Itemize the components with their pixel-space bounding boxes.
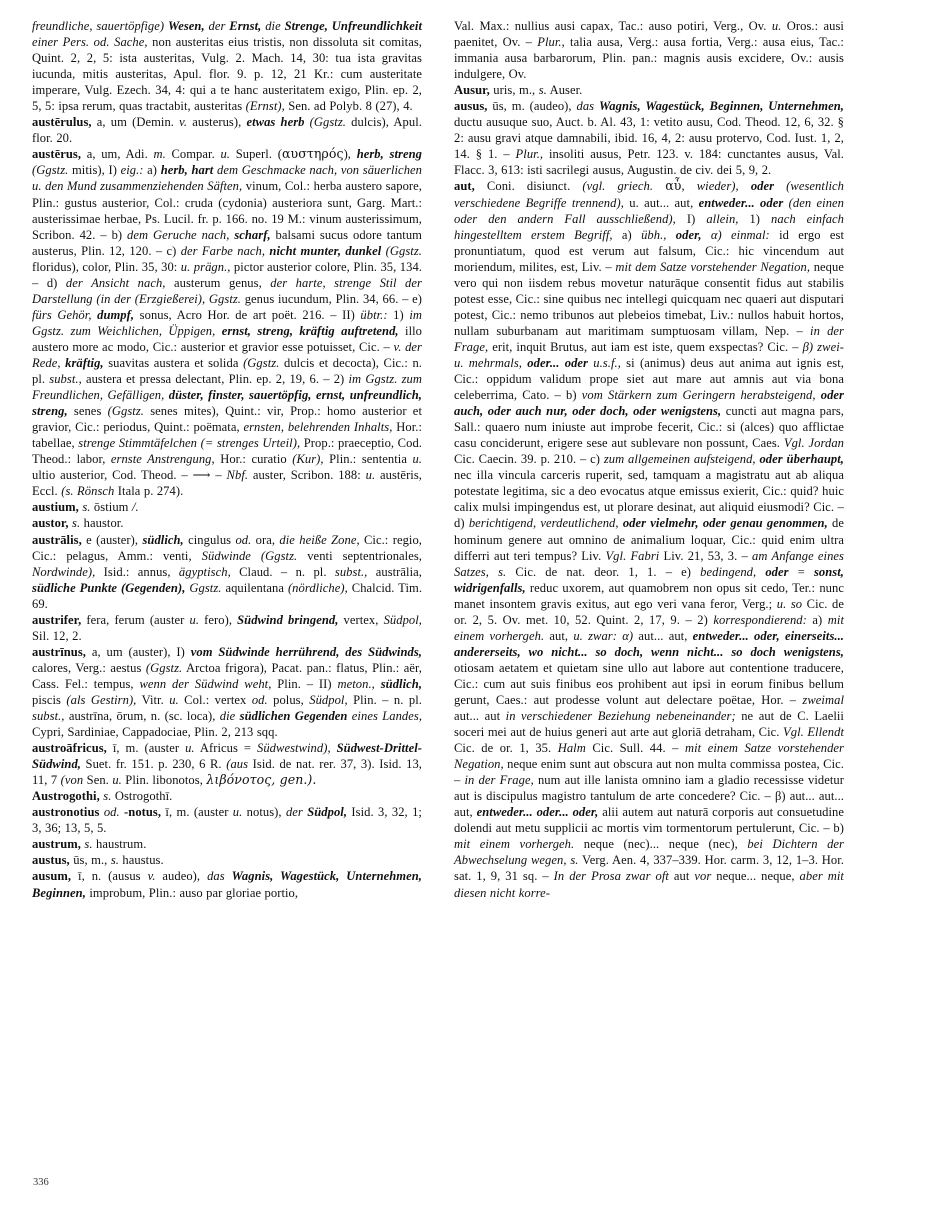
- dictionary-entry-austeritas-cont: freundliche, sauertöpfige) Wesen, der Ernst, die Strenge, Unfreundlichkeit einer Pers. od. Sache, non austeritas eius tristis, non dissoluta sit comitas, Quint. 2, 2, 5: ista austeritas, Vulg. 2. Mach. 14, 30: tua ista gravitas iucunda, mitis austeritas, Apul. flor. 9. p. 12, 21 Kr.: cum austeritate imperare, Vulg. Ezech. 34, 4: qui a te hanc austeritatem exigo, Plin. ep. 2, 5, 5: ipsa rerum, quas tractabit, austeritas (Ernst), Sen. ad Polyb. 8 (27), 4.: [32, 19, 423, 114]
- dictionary-entry-austium: austium, s. ōstium /.: [32, 500, 139, 515]
- dictionary-entry-austerus: austērus, a, um, Adi. m. Compar. u. Superl. (αυστηρός), herb, streng (Ggstz. mitis), I) eig.: a) herb, hart dem Geschmacke nach, von säuerlichen u. den Mund zusammenziehenden Säften, vinum, Col.: herba austero sapore, Plin.: gustus austerior, Col.: cruda (cydonia) austeriora sunt, Garg. Mart.: austerissimae herbae, Ps. Lucil. fr. p. 166. no. 19 M.: vinum austerissimum, Scribon. 42. – b) dem Geruche nach, scharf, balsami sucus odore tantum austerus, Plin. 12, 120. – c) der Farbe nach, nicht munter, dunkel (Ggstz. floridus), color, Plin. 35, 30: u. prägn., pictor austerior colore, Plin. 35, 134. – d) der Ansicht nach, austerum genus, der harte, strenge Stil der Darstellung (in der (Erzgießerei), Ggstz. genus iucundum, Plin. 34, 66. – e) fürs Gehör, dumpf, sonus, Acro Hor. de art poët. 216. – II) übtr.: 1) im Ggstz. zum Weichlichen, Üppigen, ernst, streng, kräftig auftretend, illo austero more ac modo, Cic.: austerior et gravior esse potuisset, Cic. – v. der Rede, kräftig, suavitas austera et solida (Ggstz. dulcis et decocta), Cic.: n. pl. subst., austera et pressa delectant, Plin. ep. 2, 19, 6. – 2) im Ggstz. zum Freundlichen, Gefälligen, düster, finster, sauertöpfig, ernst, unfreundlich, streng, senes (Ggstz. senes mites), Quint.: vir, Prop.: homo austerior et gravior, Cic.: periodus, Quint.: poëmata, ernsten, belehrenden Inhalts, Hor.: tabellae, strenge Stimmtäfelchen (= strenges Urteil), Prop.: praeceptio, Cod. Theod.: labor, ernste Anstrengung, Hor.: curatio (Kur), Plin.: sententia u. ultio austerior, Cod. Theod. – ⟶ – Nbf. auster, Scribon. 188: u. austēris, Eccl. (s. Rönsch Itala p. 274).: [32, 146, 423, 499]
- two-column-text-body: [32, 18, 904, 1150]
- dictionary-entry-austrogothi: Austrogothi, s. Ostrogothī.: [32, 789, 173, 804]
- left-text-column: [32, 18, 422, 901]
- dictionary-entry-austor: austor, s. haustor.: [32, 516, 124, 531]
- dictionary-entry-australis: austrālis, e (auster), südlich, cingulus od. ora, die heiße Zone, Cic.: regio, Cic.: pelagus, Amm.: venti, Südwinde (Ggstz. venti septentrionales, Nordwinde), Isid.: annus, ägyptisch, Claud. – n. pl. subst., austrālia, südliche Punkte (Gegenden), Ggstz. aquilentana (nördliche), Chalcid. Tim. 69.: [32, 532, 423, 611]
- dictionary-entry-austus: austus, ūs, m., s. haustus.: [32, 853, 164, 868]
- dictionary-entry-aut: aut, Coni. disiunct. (vgl. griech. αὖ, wieder), oder (wesentlich verschiedene Begriffe trennend), u. aut... aut, entweder... oder (den einen oder den andern Fall ausschließend), I) allein, 1) nach einfach hingestelltem erstem Begriff, a) übh., oder, α) einmal: id ergo est pronuntiatum, quod est verum aut falsum, Cic.: hic vincendum aut moriendum, milites, est, Liv. – mit dem Satze vorstehender Negation, neque vero qui non iisdem rebus movetur naturāque consentit fidus aut stabilis potest esse, Cic.: sine quibus nec intellegi quicquam nec quaeri aut disputari potest, Cic.: nemo tribunos aut plebeios timebat, Liv.: nullos habuit hortos, nullam suburbanam aut maritimam sumptuosam villam, Nep. – in der Frage, erit, inquit Brutus, aut iam est iste, quem exspectas? Cic. – β) zwei- u. mehrmals, oder... oder u.s.f., si (animus) deus aut anima aut ignis est, Cic.: oppidum validum prope siet aut mare aut amnis aut via bona celeberrima, Cato. – b) vom Stärkern zum Geringern herabsteigend, oder auch, oder auch nur, oder doch, oder wenigstens, cuncti aut magna pars, Sall.: quaero num iniuste aut improbe fecerit, Cic.: si (alces) quo afflictae casu conciderunt, erigere sese aut sublevare non possunt, Caes. Vgl. Jordan Cic. Caecin. 39. p. 210. – c) zum allgemeinen aufsteigend, oder überhaupt, nec illa vincula carceris ruperit, sed, tamquam a magistratu aut ab aliqua potestate legitima, sic a deo evocatus atque emissus exierit, Cic.: quid? huic calix mulsi impingendus est, ut plorare desinat, aut aliquid eiusmodi? Cic. – d) berichtigend, verdeutlichend, oder vielmehr, oder genau genommen, de hominum genere aut omnino de animalium loquar, Cic.: quid enim ultra differri aut teri tempus? Liv. Vgl. Fabri Liv. 21, 53, 3. – am Anfange eines Satzes, s. Cic. de nat. deor. 1, 1. – e) bedingend, oder = sonst, widrigenfalls, reduc uxorem, aut quamobrem non opus sit cedo, Ter.: nunc manet insontem gravis exitus, aut ego veri vana feror, Verg.; u. so Cic. de or. 2, 5. Ov. met. 10, 52. Quint. 2, 17, 9. – 2) korrespondierend: a) mit einem vorhergeh. aut, u. zwar: α) aut... aut, entweder... oder, einerseits... andererseits, wo nicht... so doch, wenn nicht... so doch wenigstens, otiosam aetatem et quietam sine ullo aut labore aut contentione traducere, Cic.: cum aut suis finibus eos prohibent aut ipsi in eorum finibus bellum gerunt, Caes.: aut prodesse volunt aut delectare poëtae, Hor. – zweimal aut... aut in verschiedener Beziehung nebeneinander; ne aut de C. Laelii soceri mei aut de huius generi aut arte aut gloriā detraham, Cic. Vgl. Ellendt Cic. de or. 1, 35. Halm Cic. Sull. 44. – mit einem Satze vorstehender Negation, neque enim sunt aut obscura aut non multa commissa postea, Cic. – in der Frage, num aut ille lanista omnino iam a gladio recessisse videtur aut is discipulus magistro tantulum de arte concedere? Cic. – β) aut... aut... aut, entweder... oder... oder, alii autem aut naturā corporis aut consuetudine dolendi aut metu supplicii ac mortis vim tormentorum pertulerunt, Cic. – b) mit einem vorhergeh. neque (nec)... neque (nec), bei Dichtern der Abwechselung wegen, s. Verg. Aen. 4, 337–339. Hor. carm. 3, 12, 1–3. Hor. sat. 1, 9, 31 sq. – In der Prosa zwar oft aut vor neque... neque, aber mit diesen nicht korre-: [454, 178, 845, 900]
- dictionary-entry-austroafricus: austroāfricus, ī, m. (auster u. Africus = Südwestwind), Südwest-Drittel-Südwind, Suet. fr. 151. p. 230, 6 R. (aus Isid. de nat. rer. 37, 3). Isid. 13, 11, 7 (von Sen. u. Plin. libonotos, λιβόνοτος, gen.).: [32, 741, 422, 788]
- dictionary-entry-austronotius: austronotius od. -notus, ī, m. (auster u. notus), der Südpol, Isid. 3, 32, 1; 3, 36; 13, 5, 5.: [32, 805, 422, 836]
- dictionary-entry-austrifer: austrifer, fera, ferum (auster u. fero), Südwind bringend, vertex, Südpol, Sil. 12, 2.: [32, 612, 422, 643]
- dictionary-entry-ausur: Ausur, uris, m., s. Auser.: [454, 83, 583, 98]
- dictionary-entry-ausum: ausum, ī, n. (ausus v. audeo), das Wagnis, Wagestück, Unternehmen, Beginnen, improbum, Plin.: auso par gloriae portio,: [32, 869, 422, 900]
- dictionary-entry-ausum-cont: Val. Max.: nullius ausi capax, Tac.: auso potiri, Verg., Ov. u. Oros.: ausi paenitet, Ov. – Plur., talia ausa, Verg.: ausa fortia, Verg.: ausa eius, Tac.: immania ausa barbarorum, Plin. pan.: magnis ausis excidere, Ov.: ausis indulgere, Ov.: [454, 19, 844, 82]
- page-number-folio: 336: [33, 1177, 49, 1188]
- dictionary-entry-austrinus: austrīnus, a, um (auster), I) vom Südwinde herrührend, des Südwinds, calores, Verg.: aestus (Ggstz. Arctoa frigora), Pacat. pan.: flatus, Plin.: aër, Cass. Fel.: tempus, wenn der Südwind weht, Plin. – II) meton., südlich, piscis (als Gestirn), Vitr. u. Col.: vertex od. polus, Südpol, Plin. – n. pl. subst., austrīna, ōrum, n. (sc. loca), die südlichen Gegenden eines Landes, Cypri, Sardiniae, Cappadociae, Plin. 2, 213 sqq.: [32, 644, 423, 740]
- right-text-column: [454, 18, 844, 901]
- dictionary-entry-austerulus: austērulus, a, um (Demin. v. austerus), etwas herb (Ggstz. dulcis), Apul. flor. 20.: [32, 115, 422, 146]
- dictionary-entry-ausus: ausus, ūs, m. (audeo), das Wagnis, Wagestück, Beginnen, Unternehmen, ductu ausuque suo, Auct. b. Al. 43, 1: vetito ausu, Cod. Theod. 12, 6, 32. § 2: ausu gravi atque damnabili, ibid. 16, 4, 2: ausu protervo, Cod. Iust. 1, 2, 14. § 1. – Plur., insoliti ausus, Petr. 123. v. 184: cunctantes ausus, Val. Flacc. 3, 613: isti sacrilegi ausus, Augustin. de civ. dei 5, 9, 2.: [454, 99, 844, 178]
- dictionary-entry-austrum: austrum, s. haustrum.: [32, 837, 147, 852]
